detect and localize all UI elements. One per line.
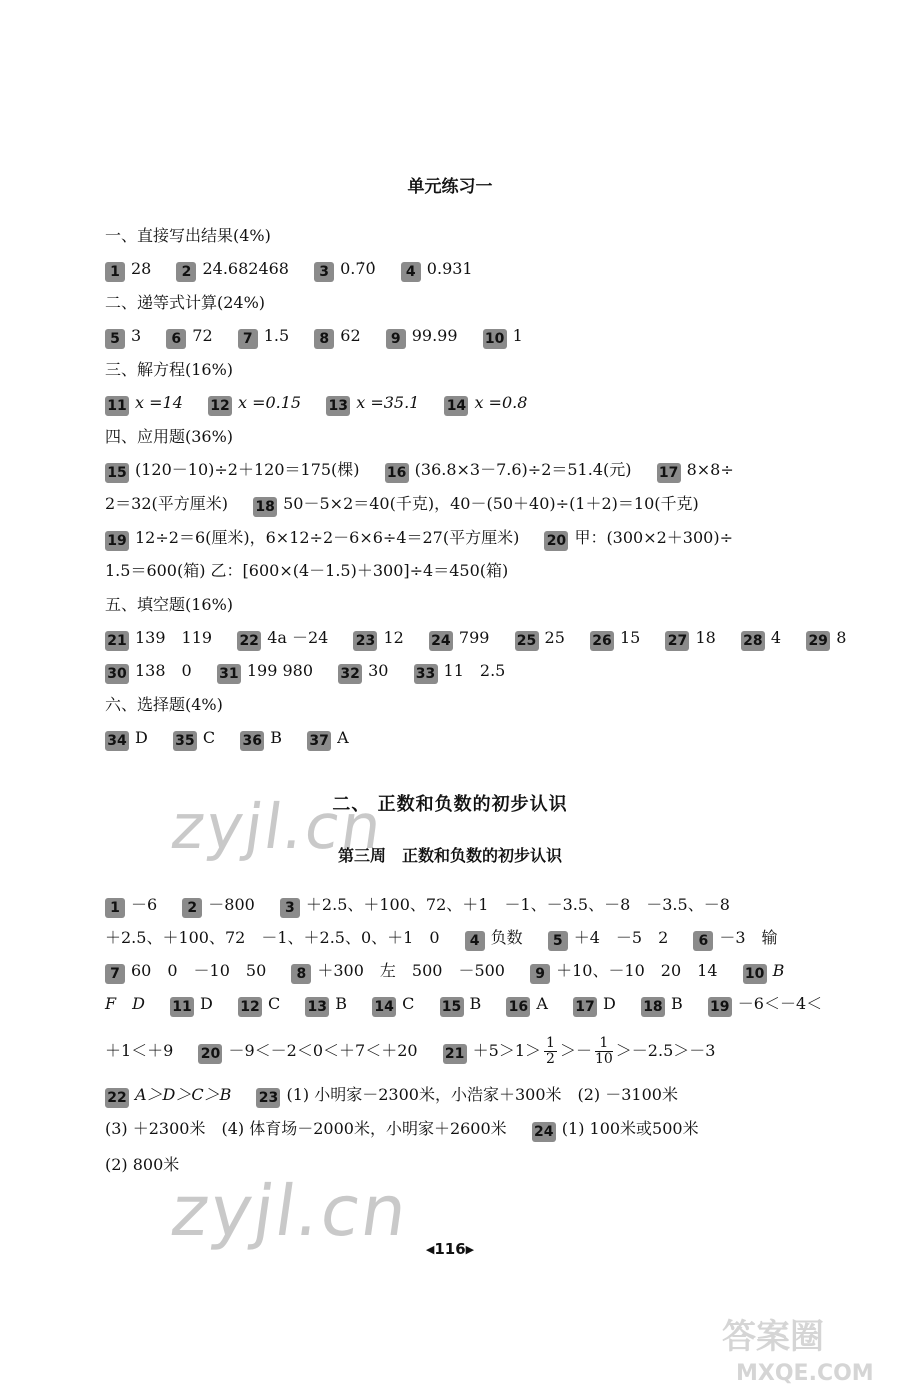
answer: D — [135, 728, 148, 747]
question-number: 34 — [105, 731, 129, 751]
logo-text: 答案圈 — [722, 1317, 824, 1357]
question-number: 29 — [806, 631, 830, 651]
answer-line — [105, 928, 805, 951]
question-number: 7 — [238, 329, 258, 349]
watermark: zyjl.cn — [166, 790, 388, 863]
question-number: 12 — [208, 396, 232, 416]
fraction — [544, 1036, 557, 1067]
answer: x =0.15 — [237, 393, 302, 412]
answer: ＋5＞1＞ — [472, 1041, 542, 1060]
answer: C — [402, 994, 415, 1013]
answer: x =35.1 — [356, 393, 420, 412]
question-number: 6 — [693, 931, 713, 951]
answer: 0.931 — [426, 259, 473, 278]
question-number: 10 — [483, 329, 507, 349]
answer: (1) 小明家－2300米，小浩家＋300米 (2) －3100米 — [286, 1085, 678, 1104]
answer: 50－5×2＝40(千克)，40－(50＋40)÷(1＋2)＝10(千克) — [283, 494, 699, 513]
question-number: 3 — [280, 898, 300, 918]
answer: 25 — [544, 628, 565, 647]
question-number: 13 — [305, 997, 329, 1017]
answer: D — [200, 994, 213, 1013]
answer: B — [335, 994, 348, 1013]
answer: B — [670, 994, 683, 1013]
answer: 1.5 — [263, 326, 290, 345]
answer-line — [105, 895, 805, 918]
answer: 99.99 — [411, 326, 458, 345]
answer: 11 2.5 — [443, 661, 506, 680]
question-number: 21 — [105, 631, 129, 651]
answer: (3) ＋2300米 (4) 体育场－2000米，小明家＋2600米 — [105, 1119, 507, 1138]
question-number: 19 — [708, 997, 732, 1017]
question-number: 31 — [217, 664, 241, 684]
question-number: 11 — [105, 396, 129, 416]
answer-line: 1.5＝600(箱) 乙：[600×(4－1.5)＋300]÷4＝450(箱) — [105, 561, 509, 580]
answer-line — [105, 393, 805, 416]
answer: D — [603, 994, 616, 1013]
question-number: 32 — [338, 664, 362, 684]
question-number: 2 — [182, 898, 202, 918]
question-number: 25 — [515, 631, 539, 651]
question-number: 5 — [105, 329, 125, 349]
answer: 138 0 — [135, 661, 192, 680]
question-number: 10 — [743, 964, 767, 984]
question-number: 16 — [385, 463, 409, 483]
section-heading: 五、填空题(16%) — [105, 595, 234, 614]
question-number: 11 — [170, 997, 194, 1017]
question-number: 36 — [240, 731, 264, 751]
answer: ＞－2.5＞－3 — [615, 1041, 716, 1060]
answer: 199 980 — [246, 661, 313, 680]
answer: B — [772, 961, 785, 980]
question-number: 17 — [573, 997, 597, 1017]
question-number: 14 — [372, 997, 396, 1017]
answer-line — [105, 1085, 805, 1108]
answer: 62 — [340, 326, 361, 345]
answer: 24.682468 — [202, 259, 289, 278]
answer: 60 0 －10 50 — [131, 961, 267, 980]
answer: －6 — [131, 895, 158, 914]
answer: B — [469, 994, 482, 1013]
question-number: 3 — [314, 262, 334, 282]
answer: B — [270, 728, 283, 747]
fraction-numerator: 1 — [546, 1035, 555, 1051]
question-number: 27 — [665, 631, 689, 651]
answer: 1 — [512, 326, 523, 345]
answer: 12 — [383, 628, 404, 647]
question-number: 7 — [105, 964, 125, 984]
question-number: 9 — [530, 964, 550, 984]
answer-line: (2) 800米 — [105, 1155, 180, 1174]
question-number: 6 — [166, 329, 186, 349]
answer-line — [105, 728, 805, 751]
question-number: 22 — [237, 631, 261, 651]
question-number: 4 — [401, 262, 421, 282]
question-number: 9 — [386, 329, 406, 349]
question-number: 24 — [429, 631, 453, 651]
answer-line — [105, 1119, 805, 1142]
answer: 8×8÷ — [686, 460, 734, 479]
question-number: 16 — [506, 997, 530, 1017]
question-number: 12 — [238, 997, 262, 1017]
fraction-numerator: 1 — [595, 1036, 613, 1052]
answer: ＋300 左 500 －500 — [317, 961, 505, 980]
question-number: 1 — [105, 898, 125, 918]
answer: 72 — [192, 326, 213, 345]
answer-line — [105, 961, 805, 984]
question-number: 8 — [291, 964, 311, 984]
chapter-title: 二、 正数和负数的初步认识 — [332, 794, 568, 815]
answer: 15 — [620, 628, 641, 647]
answer: －3 输 — [719, 928, 778, 947]
answer-line — [105, 994, 823, 1017]
question-number: 2 — [176, 262, 196, 282]
section-heading: 二、递等式计算(24%) — [105, 293, 266, 312]
question-number: 35 — [173, 731, 197, 751]
answer: x =0.8 — [474, 393, 528, 412]
section-heading: 三、解方程(16%) — [105, 360, 234, 379]
question-number: 26 — [590, 631, 614, 651]
answer: 799 — [458, 628, 490, 647]
page-number — [0, 1240, 900, 1258]
answer: A — [536, 994, 548, 1013]
answer-line — [105, 494, 805, 517]
answer: ＋10、－10 20 14 — [556, 961, 718, 980]
answer-line — [105, 1036, 805, 1067]
question-number: 37 — [307, 731, 331, 751]
answer: 12÷2＝6(厘米)，6×12÷2－6×6÷4＝27(平方厘米) — [135, 528, 520, 547]
answer: x =14 — [135, 393, 183, 412]
answer: 甲：(300×2＋300)÷ — [574, 528, 733, 547]
answer: 28 — [131, 259, 152, 278]
question-number: 15 — [440, 997, 464, 1017]
answer: 4 — [770, 628, 782, 647]
question-number: 4 — [465, 931, 485, 951]
question-number: 17 — [657, 463, 681, 483]
section-heading: 四、应用题(36%) — [105, 427, 234, 446]
question-number: 24 — [532, 1122, 556, 1142]
answer: 0.7̇0̇ — [340, 259, 376, 278]
answer: A — [337, 728, 349, 747]
answer: 18 — [695, 628, 716, 647]
question-number: 33 — [414, 664, 438, 684]
answer: 139 119 — [135, 628, 213, 647]
answer-line — [105, 528, 805, 551]
fraction-denominator: 10 — [594, 1051, 613, 1067]
answer: ＋1＜＋9 — [105, 1041, 174, 1060]
answer: 8 — [836, 628, 847, 647]
answer: －9＜－2＜0＜＋7＜＋20 — [228, 1041, 418, 1060]
question-number: 21 — [443, 1044, 467, 1064]
question-number: 15 — [105, 463, 129, 483]
question-number: 5 — [548, 931, 568, 951]
answer: 2＝32(平方厘米) — [105, 494, 229, 513]
answer: ＋4 －5 2 — [573, 928, 669, 947]
triangle-left-icon: ◀ — [425, 1243, 435, 1256]
question-number: 18 — [641, 997, 665, 1017]
question-number: 8 — [314, 329, 334, 349]
question-number: 18 — [253, 497, 277, 517]
answer-line — [105, 661, 805, 684]
answer-line — [105, 628, 847, 651]
answer: (36.8×3－7.6)÷2＝51.4(元) — [414, 460, 632, 479]
question-number: 23 — [256, 1088, 280, 1108]
answer: －6＜－4＜ — [737, 994, 823, 1013]
answer-line — [105, 326, 805, 349]
question-number: 23 — [353, 631, 377, 651]
answer: ＋2.5、＋100、72 －1、＋2.5、0、＋1 0 — [105, 928, 440, 947]
answer: (120－10)÷2＋120＝175(棵) — [135, 460, 360, 479]
answer: (1) 100米或500米 — [561, 1119, 699, 1138]
site-logo — [712, 1308, 892, 1386]
answer: A＞D＞C＞B — [135, 1085, 232, 1104]
answer: －800 — [208, 895, 255, 914]
question-number: 30 — [105, 664, 129, 684]
question-number: 1 — [105, 262, 125, 282]
question-number: 20 — [198, 1044, 222, 1064]
fraction-denominator: 2 — [546, 1051, 555, 1067]
answer: 负数 — [490, 928, 523, 947]
logo-url: MXQE.COM — [736, 1361, 874, 1386]
answer: 30 — [368, 661, 389, 680]
answer: ＋2.5、＋100、72、＋1 －1、－3.5、－8 －3.5、－8 — [305, 895, 730, 914]
question-number: 20 — [544, 531, 568, 551]
answer: C — [267, 994, 281, 1013]
week-title: 第三周 正数和负数的初步认识 — [337, 846, 562, 865]
question-number: 22 — [105, 1088, 129, 1108]
fraction — [595, 1036, 613, 1067]
answer: F D — [105, 994, 145, 1013]
question-number: 19 — [105, 531, 129, 551]
section-heading: 一、直接写出结果(4%) — [105, 226, 271, 245]
answer-line — [105, 259, 805, 282]
page-number-text: 116 — [434, 1240, 466, 1258]
answer: 4a －24 — [267, 628, 329, 647]
answer-line — [105, 460, 805, 483]
question-number: 14 — [444, 396, 468, 416]
question-number: 13 — [326, 396, 350, 416]
unit-title: 单元练习一 — [407, 177, 493, 197]
answer: C — [202, 728, 216, 747]
section-heading: 六、选择题(4%) — [105, 695, 223, 714]
watermark: zyjl.cn — [166, 1170, 414, 1252]
answer: 3 — [131, 326, 142, 345]
question-number: 28 — [741, 631, 765, 651]
answer: ＞－ — [559, 1041, 592, 1060]
triangle-right-icon: ▶ — [465, 1243, 475, 1256]
